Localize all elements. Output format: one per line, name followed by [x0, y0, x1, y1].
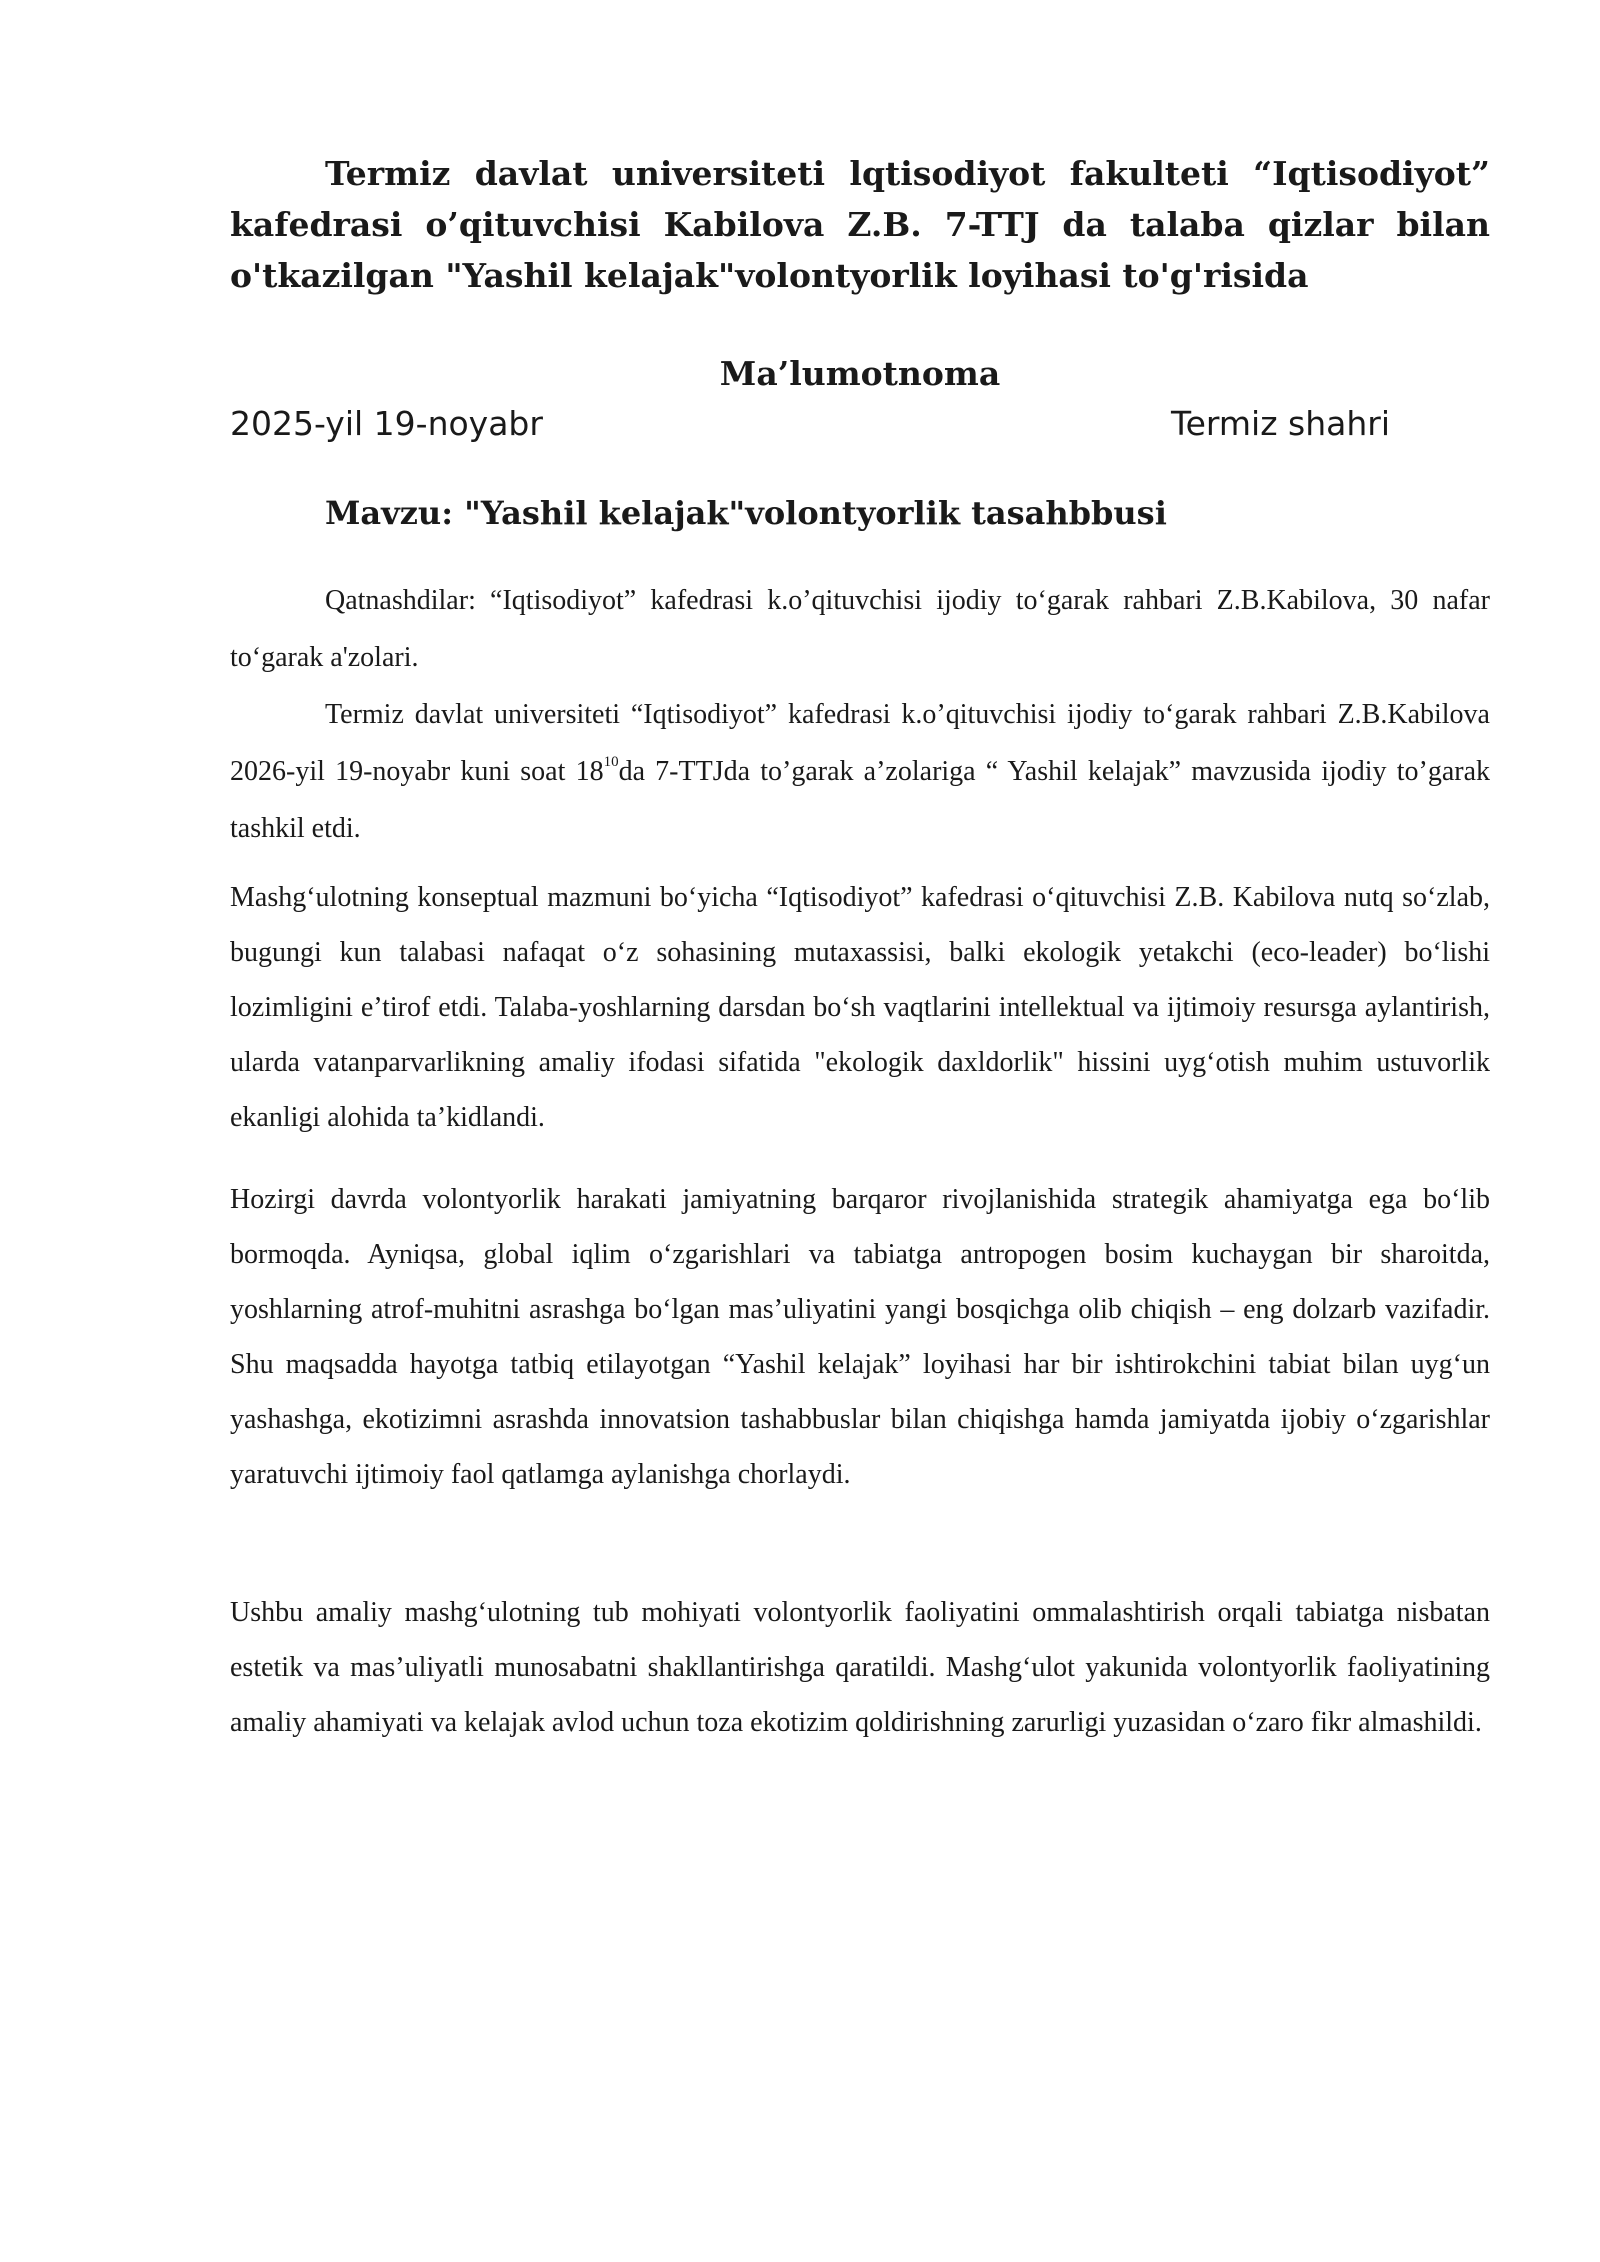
document-heading: Termiz davlat universiteti lqtisodiyot fakulteti “Iqtisodiyot” kafedrasi o’qituvchisi Kabilova Z.B. 7-TTJ da talaba qizlar bilan o'tkazilgan "Yashil kelajak"volontyorlik loyihasi to'g'risida	[230, 154, 1490, 295]
document-place: Termiz shahri	[1171, 404, 1390, 443]
body-paragraph-volunteering: Hozirgi davrda volontyorlik harakati jamiyatning barqaror rivojlanishida strategik ahamiyatga ega bo‘lib bormoqda. Ayniqsa, global iqlim o‘zgarishlari va tabiatga antropogen bosim kuchaygan bir sharoitda, yoshlarning atrof-muhitni asrashga bo‘lgan mas’uliyatini yangi bosqichga olib chiqish – eng dolzarb vazifadir. Shu maqsadda hayotga tatbiq etilayotgan “Yashil kelajak” loyihasi har bir ishtirokchini tabiat bilan uyg‘un yashashga, ekotizimni asrashda innovatsion tashabbuslar bilan chiqishga hamda jamiyatda ijobiy o‘zgarishlar yaratuvchi ijtimoiy faol qatlamga aylanishga chorlaydi.	[230, 1184, 1490, 1490]
document-date: 2025-yil 19-noyabr	[230, 404, 543, 443]
participants-paragraph: Qatnashdilar: “Iqtisodiyot” kafedrasi k.o’qituvchisi ijodiy to‘garak rahbari Z.B.Kabilova, 30 nafar to‘garak a'zolari.	[230, 585, 1490, 673]
intro-text-before-time: Termiz davlat universiteti “Iqtisodiyot” kafedrasi k.o’qituvchisi ijodiy to‘garak rahbari Z.B.Kabilova 2026-yil 19-noyabr kuni soat	[230, 699, 1490, 787]
date-place-line	[230, 400, 1390, 448]
body-paragraph-conclusion: Ushbu amaliy mashg‘ulotning tub mohiyati volontyorlik faoliyatini ommalashtirish orqali tabiatga nisbatan estetik va mas’uliyatli munosabatni shakllantirishga qaratildi. Mashg‘ulot yakunida volontyorlik faoliyatining amaliy ahamiyati va kelajak avlod uchun toza ekotizim qoldirishning zarurligi yuzasidan o‘zaro fikr almashildi.	[230, 1597, 1490, 1738]
document-topic: Mavzu: "Yashil kelajak"volontyorlik tasahbbusi	[325, 494, 1167, 532]
intro-paragraph	[230, 686, 1490, 857]
body-paragraph-concept: Mashg‘ulotning konseptual mazmuni bo‘yicha “Iqtisodiyot” kafedrasi o‘qituvchisi Z.B. Kabilova nutq so‘zlab, bugungi kun talabasi nafaqat o‘z sohasining mutaxassisi, balki ekologik yetakchi (eco-leader) bo‘lishi lozimligini e’tirof etdi. Talaba-yoshlarning darsdan bo‘sh vaqtlarini intellektual va ijtimoiy resursga aylantirish, ularda vatanparvarlikning amaliy ifodasi sifatida "ekologik daxldorlik" hissini uyg‘otish muhim ustuvorlik ekanligi alohida ta’kidlandi.	[230, 882, 1490, 1133]
document-title: Ma’lumotnoma	[719, 354, 1001, 393]
time-minutes-superscript: 10	[603, 753, 619, 770]
time-hour: 18	[575, 756, 604, 787]
intro-text-after-time: da 7-TTJda to’garak a’zolariga “ Yashil kelajak” mavzusida ijodiy to’garak tashkil etdi.	[230, 756, 1491, 844]
